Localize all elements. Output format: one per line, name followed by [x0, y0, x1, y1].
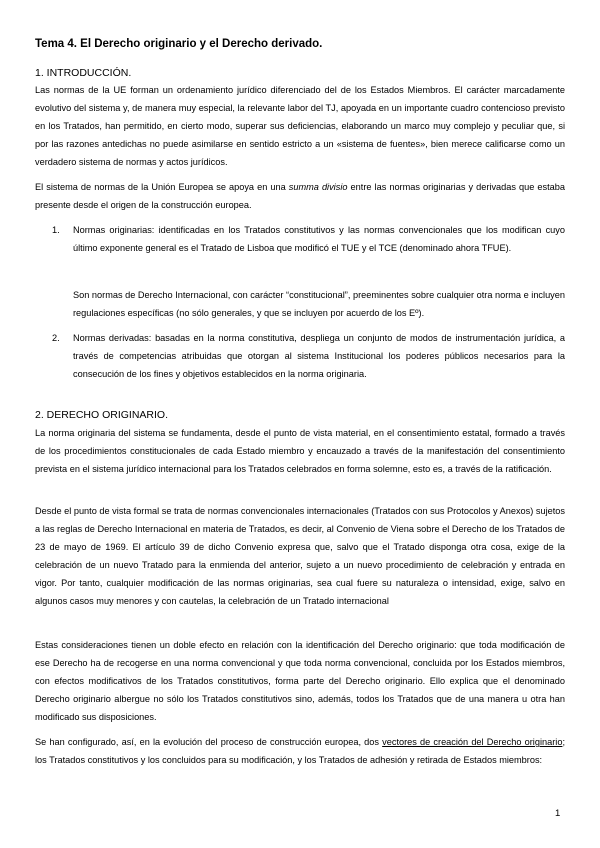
vectores-term: vectores de creación del Derecho originario	[382, 737, 563, 747]
page-number: 1	[555, 808, 561, 819]
original-paragraph-2: Desde el punto de vista formal se trata de normas convencionales internacionales (Tratados con sus Protocolos y Anexos) sujetos a las reglas de Derecho Internacional en materia de Tratados, es decir, al Convenio de Viena sobre el Derecho de los Tratados de 23 de mayo de 1969. El artículo 39 de dicho Convenio expresa que, salvo que el Tratado disponga otra cosa, exige de la celebración de un nuevo Tratado para la enmienda del anterior, sujeto a un nuevo procedimiento de celebración y entrada en vigor. Por tanto, cualquier modificación de las normas originarias, sea cual fuere su naturaleza o intensidad, exige, salvo en algunos casos muy menores y con cautelas, la celebración de un Tratado internacional	[35, 506, 565, 606]
list-item-text: Normas originarias: identificadas en los Tratados constitutivos y las normas convencionales que los modifican cuyo último exponente general es el Tratado de Lisboa que modificó el TUE y el TCE (denominado ahora TFUE).	[73, 225, 565, 253]
list-item-text: Normas derivadas: basadas en la norma constitutiva, despliega un conjunto de modos de instrumentación jurídica, a través de competencias atribuidas que otorgan al sistema Institucional los poderes públicos necesarios para la consecución de los fines y objetivos establecidos en la norma originaria.	[73, 333, 565, 379]
original-paragraph-4	[35, 733, 565, 769]
document-title: Tema 4. El Derecho originario y el Derecho derivado.	[35, 38, 323, 50]
intro-paragraph-2-end: entre las normas originarias y derivadas que estaba presente desde el origen de la construcción europea.	[35, 182, 565, 210]
original-paragraph-4-end: ; los Tratados constitutivos y los concluidos para su modificación, y los Tratados de adhesión y retirada de Estados miembros:	[35, 737, 565, 765]
original-paragraph-1: La norma originaria del sistema se fundamenta, desde el punto de vista material, en el consentimiento estatal, formado a través de los procedimientos constitucionales de cada Estado miembro y encauzado a través de la manifestación del consentimiento prevista en el sistema jurídico internacional para los Tratados celebrados en forma solemne, esto es, a través de la ratificación.	[35, 428, 565, 474]
list-number: 1.	[52, 225, 60, 235]
list-item-normas-originarias	[52, 221, 565, 277]
list-item-subparagraph: Son normas de Derecho Internacional, con carácter “constitucional”, preeminentes sobre cualquier otra norma e incluyen regulaciones específicas (no sólo generales, y que se incluyen por acuerdo de los Eº).	[73, 290, 565, 318]
intro-paragraph-2	[35, 178, 565, 214]
section-heading-derecho-originario: 2. DERECHO ORIGINARIO.	[35, 409, 169, 421]
section-heading-introduccion: 1. INTRODUCCIÓN.	[35, 67, 132, 79]
original-paragraph-3: Estas consideraciones tienen un doble efecto en relación con la identificación del Derecho originario: que toda modificación de ese Derecho ha de recogerse en una norma convencional y que toda norma convencional, concluida por los Estados miembros, con efectos modificativos de los Tratados constitutivos, forma parte del Derecho originario. Ello explica que el denominado Derecho originario albergue no sólo los Tratados constitutivos sino, además, todos los Tratados que de una manera u otra han modificado sus disposiciones.	[35, 640, 565, 722]
summa-divisio-term: summa divisio	[288, 182, 348, 192]
list-item-normas-derivadas	[52, 329, 565, 385]
original-paragraph-4-start: Se han configurado, así, en la evolución del proceso de construcción europea, dos	[35, 737, 383, 747]
intro-paragraph-1: Las normas de la UE forman un ordenamiento jurídico diferenciado del de los Estados Miembros. El carácter marcadamente evolutivo del sistema y, de manera muy especial, la relevante labor del TJ, apoyada en un importante cuadro contencioso previsto en los Tratados, han permitido, en cierto modo, superar sus deficiencias, elaborando un marco muy complejo y peculiar que, si por las razones antedichas no puede asimilarse en sentido estricto a un «sistema de fuentes», bien merece calificarse como un verdadero sistema de normas y actos jurídicos.	[35, 85, 565, 167]
list-number: 2.	[52, 333, 60, 343]
intro-paragraph-2-start: El sistema de normas de la Unión Europea se apoya en una	[35, 182, 289, 192]
